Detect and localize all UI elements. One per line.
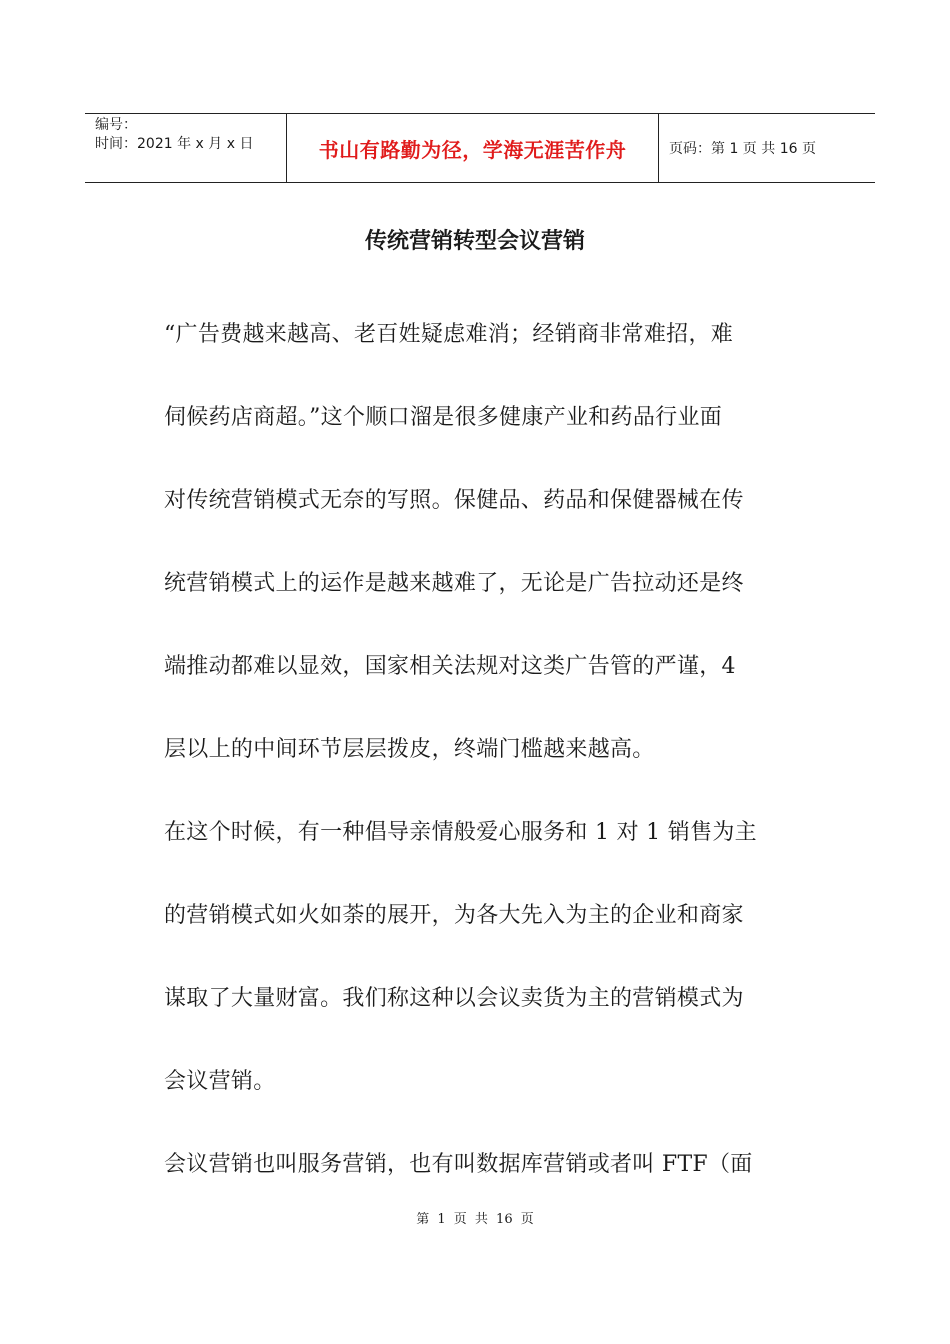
header-motto: 书山有路勤为径，学海无涯苦作舟 [318,137,627,162]
header-table [85,113,875,183]
body-line: 端推动都难以显效，国家相关法规对这类广告管的严谨，4 [164,654,736,679]
body-line: 谋取了大量财富。我们称这种以会议卖货为主的营销模式为 [164,986,744,1011]
body-line: 对传统营销模式无奈的写照。保健品、药品和保健器械在传 [164,488,744,513]
body-line: 统营销模式上的运作是越来越难了，无论是广告拉动还是终 [164,571,744,596]
header-motto-cell [286,114,659,182]
body-line: 层以上的中间环节层层拨皮，终端门槛越来越高。 [164,737,655,762]
body-line: 伺候药店商超。”这个顺口溜是很多健康产业和药品行业面 [164,405,723,430]
header-meta [85,114,286,182]
time-label: 时间：2021 年 x 月 x 日 [95,136,254,152]
body-line: 会议营销。 [164,1069,276,1094]
header-page-code: 页码：第 1 页 共 16 页 [669,141,816,157]
page-footer: 第 1 页 共 16 页 [416,1212,534,1227]
number-label: 编号： [95,117,137,133]
body-line: 在这个时候，有一种倡导亲情般爱心服务和 1 对 1 销售为主 [164,820,757,845]
body-line: “广告费越来越高、老百姓疑虑难消；经销商非常难招，难 [164,322,734,347]
document-title: 传统营销转型会议营销 [364,229,585,254]
body-line: 会议营销也叫服务营销，也有叫数据库营销或者叫 FTF（面 [164,1152,753,1177]
body-line: 的营销模式如火如荼的展开，为各大先入为主的企业和商家 [164,903,744,928]
